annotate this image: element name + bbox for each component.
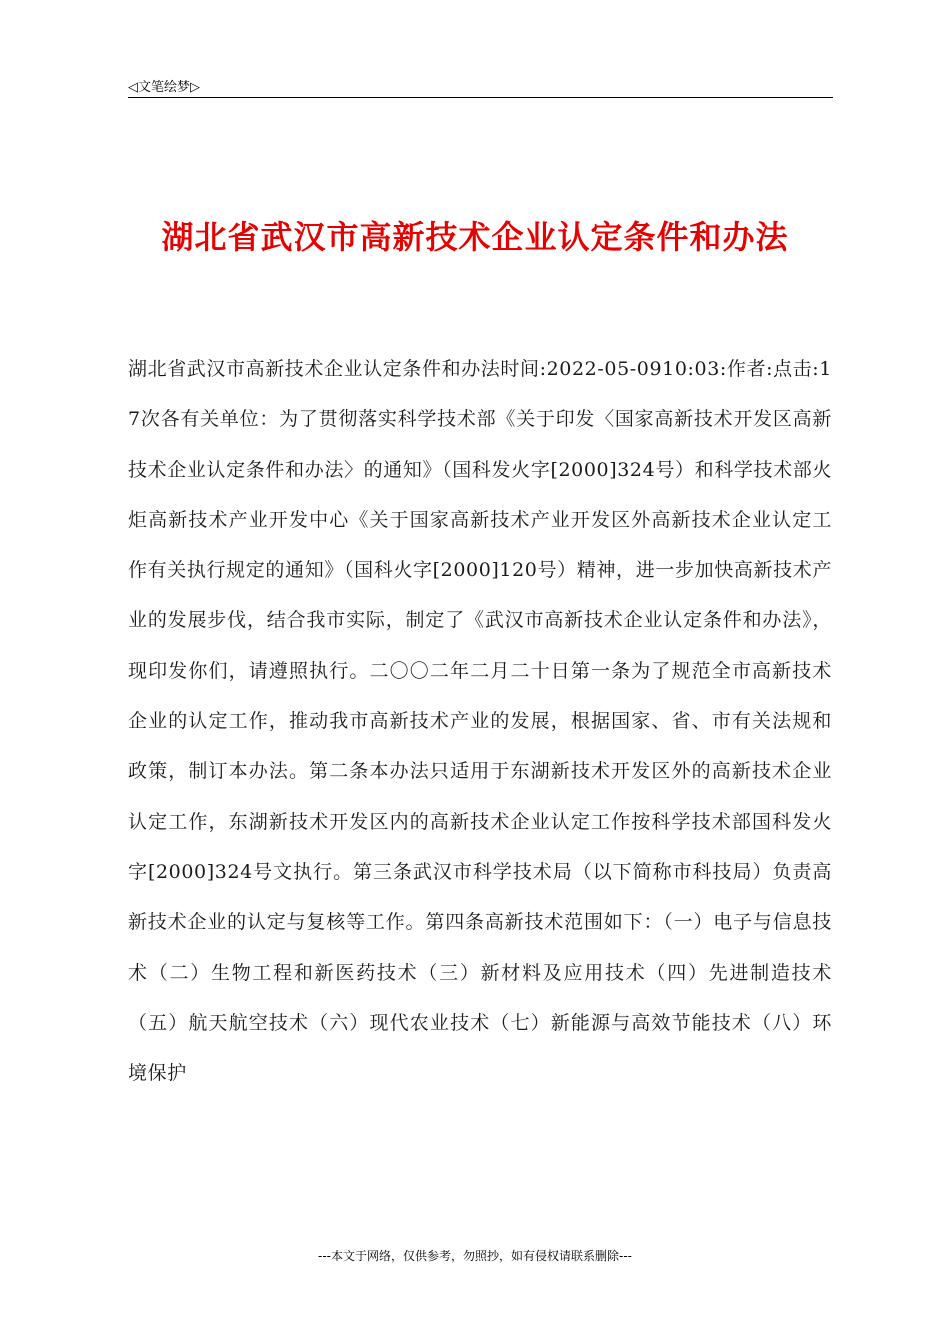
header-text: ◁文笔绘梦▷ [128, 80, 200, 95]
document-body: 湖北省武汉市高新技术企业认定条件和办法时间:2022-05-0910:03:作者:点击:17次各有关单位：为了贯彻落实科学技术部《关于印发〈国家高新技术开发区高新技术企业认定条件和办法〉的通知》（国科发火字[2000]324号）和科学技术部火炬高新技术产业开发中心《关于国家高新技术产业开发区外高新技术企业认定工作有关执行规定的通知》（国科火字[2000]120号）精神，进一步加快高新技术产业的发展步伐，结合我市实际，制定了《武汉市高新技术企业认定条件和办法》，现印发你们，请遵照执行。二〇〇二年二月二十日第一条为了规范全市高新技术企业的认定工作，推动我市高新技术产业的发展，根据国家、省、市有关法规和政策，制订本办法。第二条本办法只适用于东湖新技术开发区外的高新技术企业认定工作，东湖新技术开发区内的高新技术企业认定工作按科学技术部国科发火字[2000]324号文执行。第三条武汉市科学技术局（以下简称市科技局）负责高新技术企业的认定与复核等工作。第四条高新技术范围如下：（一）电子与信息技术（二）生物工程和新医药技术（三）新材料及应用技术（四）先进制造技术（五）航天航空技术（六）现代农业技术（七）新能源与高效节能技术（八）环境保护 [128, 358, 832, 1085]
document-title: 湖北省武汉市高新技术企业认定条件和办法 [161, 218, 789, 256]
footer-disclaimer: ---本文于网络，仅供参考，勿照抄，如有侵权请联系删除--- [318, 1249, 632, 1263]
page-footer [0, 1247, 950, 1264]
page-header [128, 74, 833, 98]
